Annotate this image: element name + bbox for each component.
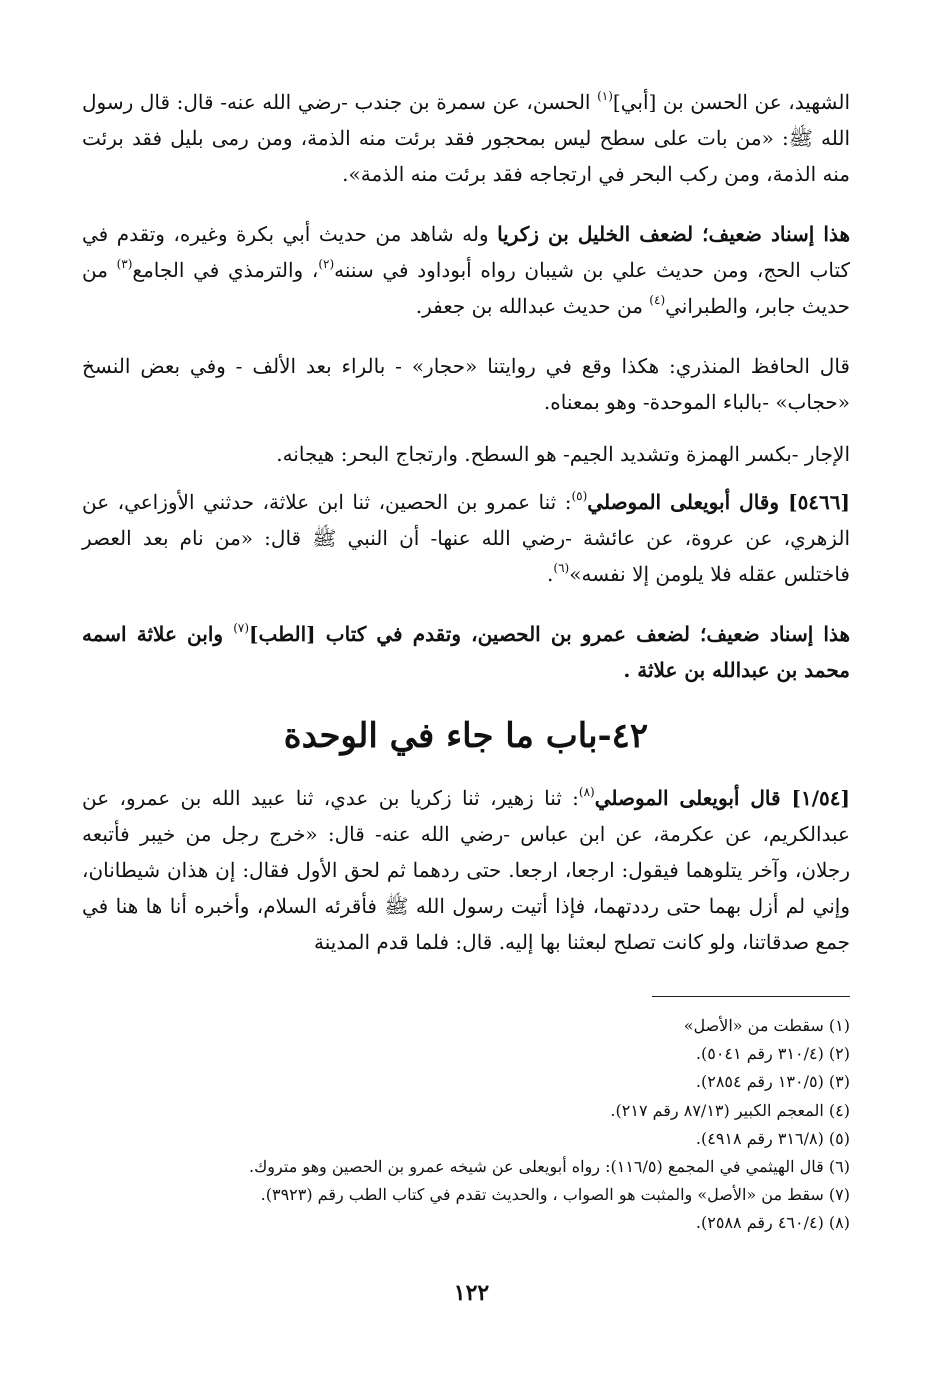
footnote-2: (٢) (٣١٠/٤ رقم ٥٠٤١). bbox=[695, 1044, 850, 1064]
paragraph-2 bbox=[82, 216, 850, 324]
paragraph-text bbox=[82, 348, 850, 420]
paragraph-text bbox=[82, 780, 850, 960]
paragraph-4 bbox=[82, 436, 850, 472]
footnote-ref: (١) bbox=[597, 89, 613, 103]
text-segment: من حديث عبدالله بن جعفر. bbox=[415, 294, 650, 318]
bold-text: وابن علاثة اسمه محمد بن عبدالله بن علاثة . bbox=[82, 622, 850, 682]
paragraph-text bbox=[82, 216, 850, 324]
paragraph-6 bbox=[82, 616, 850, 688]
bold-text: هذا إسناد ضعيف؛ لضعف الخليل بن زكريا bbox=[497, 222, 850, 246]
footnote-3: (٣) (١٣٠/٥ رقم ٢٨٥٤). bbox=[695, 1072, 850, 1092]
footnote-7: (٧) سقط من «الأصل» والمثبت هو الصواب ، والحديث تقدم في كتاب الطب رقم (٣٩٢٣). bbox=[260, 1185, 850, 1205]
footnote-ref: (٥) bbox=[571, 489, 588, 503]
paragraph-7 bbox=[82, 780, 850, 960]
text-segment: ، والترمذي في الجامع bbox=[132, 258, 319, 282]
paragraph-text bbox=[82, 84, 850, 192]
paragraph-1 bbox=[82, 84, 850, 192]
text-segment: وله شاهد من حديث أبي بكرة وغيره، وتقدم في كتاب الحج، ومن حديث علي بن شيبان رواه أبوداود في سننه bbox=[82, 222, 850, 282]
footnote-ref: (٨) bbox=[578, 785, 595, 799]
paragraph-3 bbox=[82, 348, 850, 420]
paragraph-text bbox=[82, 484, 850, 592]
footnote-5: (٥) (٣١٦/٨ رقم ٤٩١٨). bbox=[695, 1128, 850, 1148]
text-segment: . bbox=[547, 562, 554, 586]
chapter-heading: ٤٢-باب ما جاء في الوحدة bbox=[283, 716, 649, 756]
footnote-6: (٦) قال الهيثمي في المجمع (١١٦/٥): رواه أبويعلى عن شيخه عمرو بن الحصين وهو متروك. bbox=[249, 1157, 850, 1177]
bold-text: [٥٤٦٦] وقال أبويعلى الموصلي bbox=[587, 490, 850, 514]
footnotes bbox=[82, 1012, 850, 1238]
footnote-1: (١) سقطت من «الأصل» bbox=[683, 1016, 850, 1035]
footnote-ref: (٧) bbox=[233, 621, 250, 635]
footnote-ref: (٤) bbox=[649, 293, 666, 307]
page-number: ١٢٢ bbox=[453, 1280, 490, 1306]
bold-text: [١/٥٤] قال أبويعلى الموصلي bbox=[594, 786, 850, 810]
footnote-divider bbox=[652, 996, 850, 997]
text-segment: : ثنا عمرو بن الحصين، ثنا ابن علاثة، حدثني الأوزاعي، عن الزهري، عن عروة، عن عائشة -رضي الله عنها- أن النبي ﷺ قال: «من نام بعد العصر فاختلس عقله فلا يلومن إلا نفسه» bbox=[82, 490, 850, 586]
footnote-4: (٤) المعجم الكبير (٨٧/١٣ رقم ٢١٧). bbox=[610, 1100, 850, 1120]
paragraph-text bbox=[82, 616, 850, 688]
footnote-8: (٨) (٤٦٠/٤ رقم ٢٥٨٨). bbox=[695, 1213, 850, 1233]
text-segment: الإجار -بكسر الهمزة وتشديد الجيم- هو السطح. وارتجاج البحر: هيجانه. bbox=[276, 442, 850, 466]
text-segment: من حديث جابر، والطبراني bbox=[82, 258, 850, 318]
bold-text: هذا إسناد ضعيف؛ لضعف عمرو بن الحصين، وتقدم في كتاب [الطب] bbox=[249, 622, 851, 646]
text-segment: : ثنا زهير، ثنا زكريا بن عدي، ثنا عبيد الله بن عمرو، عن عبدالكريم، عن عكرمة، عن ابن عباس -رضي الله عنه- قال: «خرج رجل من خيبر فأتبعه رجلان، وآخر يتلوهما فيقول: ارجعا، ارجعا. حتى ردهما ثم لحق الأول فقال: إن هذان شيطانان، وإني لم أزل بهما حتى رددتهما، فإذا أتيت رسول الله ﷺ فأقرئه السلام، وأخبره أنا ها هنا في جمع صدقاتنا، ولو كانت تصلح لبعثنا بها إليه. قال: فلما قدم المدينة bbox=[82, 786, 850, 954]
footnote-ref: (٦) bbox=[553, 561, 570, 575]
footnote-ref: (٣) bbox=[116, 257, 133, 271]
text-segment: الحسن، عن سمرة بن جندب -رضي الله عنه- قال: قال رسول الله ﷺ: «من بات على سطح ليس بمحجور فقد برئت منه الذمة، ومن رمى بليل فقد برئت منه الذمة، ومن ركب البحر في ارتجاجه فقد برئت منه الذمة». bbox=[82, 90, 850, 186]
paragraph-text bbox=[82, 436, 850, 472]
text-segment: الشهيد، عن الحسن بن [أبي] bbox=[612, 90, 850, 114]
footnote-ref: (٢) bbox=[318, 257, 335, 271]
text-segment: قال الحافظ المنذري: هكذا وقع في روايتنا «حجار» - بالراء بعد الألف - وفي بعض النسخ «حجاب» -بالباء الموحدة- وهو بمعناه. bbox=[82, 354, 850, 414]
paragraph-5 bbox=[82, 484, 850, 592]
